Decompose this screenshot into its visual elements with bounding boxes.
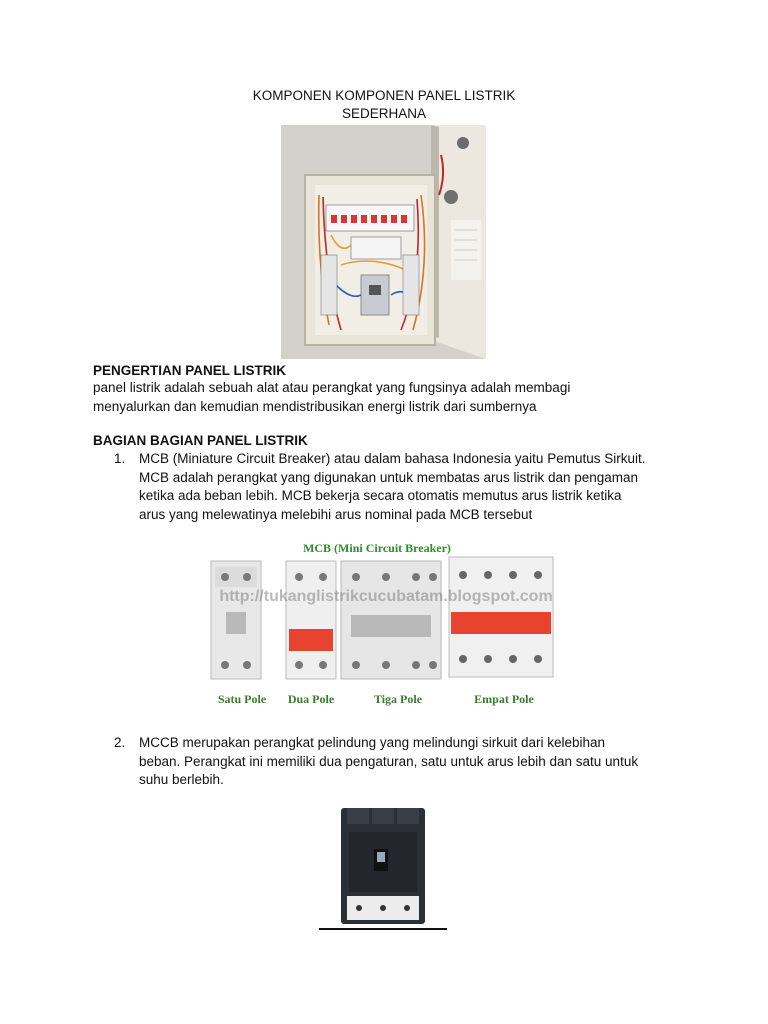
list-line: ketika ada beban lebih. MCB bekerja secara otomatis memutus arus listrik ketika	[139, 488, 622, 503]
mcb-illustration	[201, 537, 564, 723]
mcb-figure-watermark: http://tukanglistrikcucubatam.blogspot.com	[219, 588, 553, 605]
mcb-figure	[201, 537, 564, 723]
paragraph-line: menyalurkan dan kemudian mendistribusikan energi listrik dari sumbernya	[93, 398, 537, 414]
list-line: arus yang melewatinya melebihi arus nominal pada MCB tersebut	[139, 506, 533, 522]
mcb-label-satu-pole: Satu Pole	[217, 692, 267, 706]
mcb-figure-title: MCB (Mini Circuit Breaker)	[303, 541, 451, 555]
document-title	[0, 87, 768, 123]
list-line: beban. Perangkat ini memiliki dua pengaturan, satu untuk arus lebih dan satu untuk	[139, 753, 639, 769]
list-line: suhu berlebih.	[139, 772, 224, 787]
mcb-label-dua-pole: Dua Pole	[287, 692, 335, 706]
title-line-2: SEDERHANA	[341, 106, 427, 121]
section-heading-pengertian: PENGERTIAN PANEL LISTRIK	[93, 363, 287, 378]
panel-listrik-photo	[281, 125, 486, 359]
section-heading-bagian: BAGIAN BAGIAN PANEL LISTRIK	[93, 433, 308, 448]
list-number: 2.	[114, 735, 126, 750]
list-number: 1.	[114, 451, 126, 466]
list-line: MCB adalah perangkat yang digunakan untuk membatas arus listrik dan pengaman	[139, 469, 639, 485]
title-line-1: KOMPONEN KOMPONEN PANEL LISTRIK	[252, 88, 516, 103]
mcb-label-empat-pole: Empat Pole	[474, 692, 534, 706]
list-line: MCB (Miniature Circuit Breaker) atau dalam bahasa Indonesia yaitu Pemutus Sirkuit.	[139, 451, 646, 466]
section-paragraph-pengertian	[93, 379, 693, 416]
mccb-photo	[319, 804, 447, 930]
list-item-text	[139, 734, 689, 790]
list-item-text	[139, 450, 689, 524]
mcb-label-tiga-pole: Tiga Pole	[373, 692, 423, 706]
paragraph-line: panel listrik adalah sebuah alat atau perangkat yang fungsinya adalah membagi	[93, 380, 571, 395]
list-line: MCCB merupakan perangkat pelindung yang melindungi sirkuit dari kelebihan	[139, 735, 606, 750]
